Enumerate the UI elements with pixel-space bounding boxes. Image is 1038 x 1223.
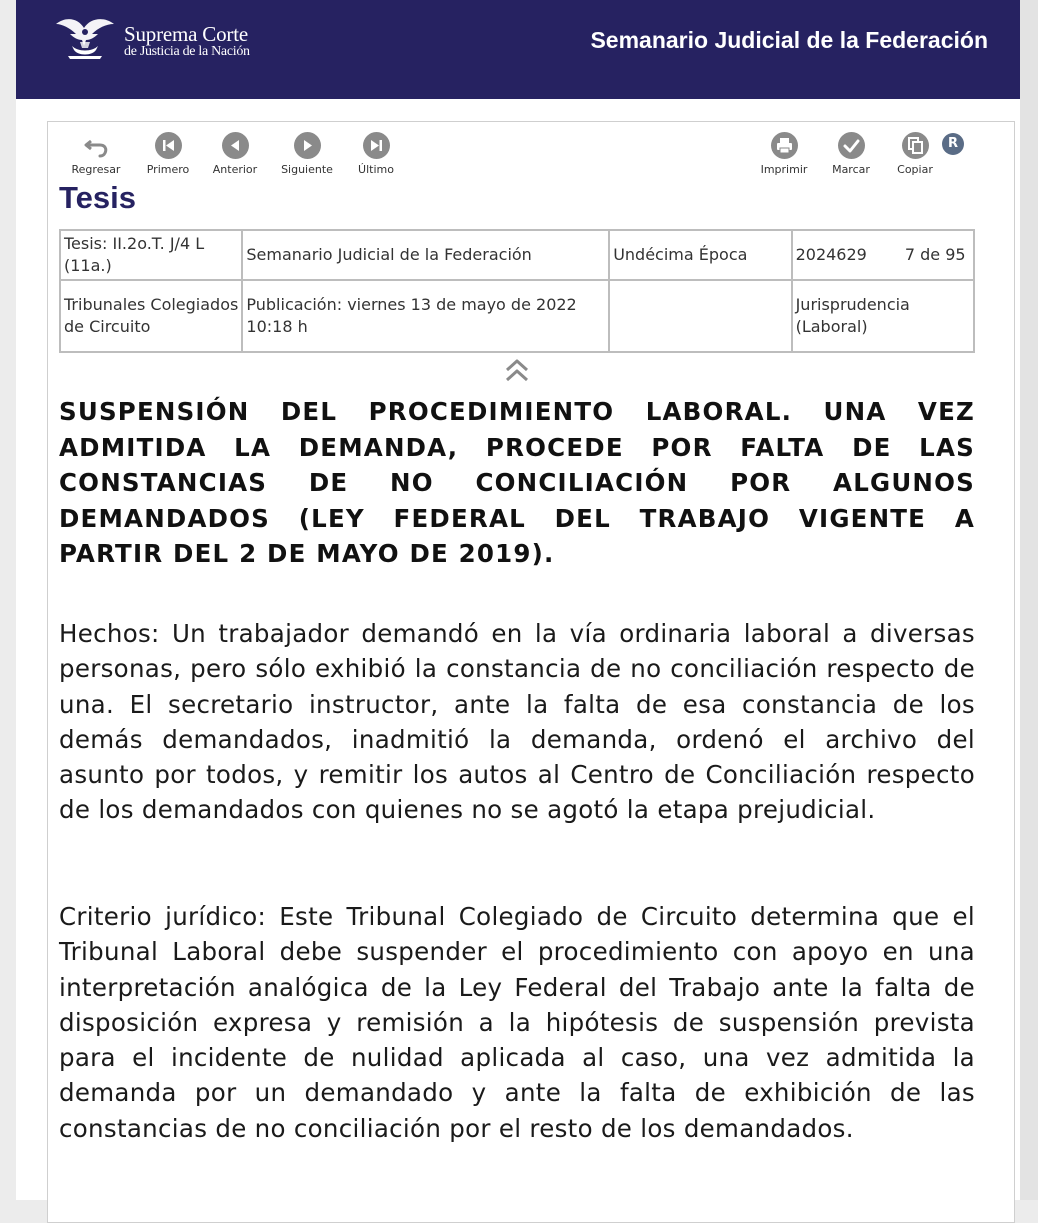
next-button[interactable] [267, 132, 347, 176]
tesis-number-cell: Tesis: II.2o.T. J/4 L (11a.) [60, 230, 242, 280]
previous-icon [222, 132, 249, 159]
tesis-metadata-table [59, 229, 975, 353]
publication-date-cell: Publicación: viernes 13 de mayo de 2022 10:18 h [242, 280, 609, 352]
criterio-paragraph: Criterio jurídico: Este Tribunal Colegiado de Circuito determina que el Tribunal Laboral debe suspender el procedimiento con apoyo en una interpretación analógica de la Ley Federal del Trabajo ante la falta de disposición expresa y remisión a la hipótesis de suspensión prevista para el incidente de nulidad aplicada al caso, una vez admitida la demanda por un demandado y ante la falta de exhibición de las constancias de no conciliación por el resto de los demandados. [59, 902, 975, 1143]
table-row [60, 280, 974, 352]
last-label: Último [358, 163, 394, 176]
print-label: Imprimir [760, 163, 808, 176]
section-heading: Tesis [59, 180, 136, 215]
table-row [60, 230, 974, 280]
site-header [16, 0, 1020, 99]
last-button[interactable] [336, 132, 416, 176]
copy-label: Copiar [897, 163, 933, 176]
mark-label: Marcar [832, 163, 870, 176]
page [16, 0, 1020, 1200]
tesis-panel [47, 121, 1015, 1223]
court-cell: Tribunales Colegiados de Circuito [60, 280, 242, 352]
publication-cell: Semanario Judicial de la Federación [242, 230, 609, 280]
collapse-up-icon[interactable] [503, 356, 531, 386]
back-button[interactable] [56, 132, 136, 176]
first-label: Primero [146, 163, 190, 176]
registry-icon[interactable]: R [942, 133, 964, 155]
undo-icon [83, 132, 110, 159]
logo-subtitle: de Justicia de la Nación [124, 44, 250, 59]
previous-button[interactable] [195, 132, 275, 176]
next-label: Siguiente [281, 163, 333, 176]
epoch-cell: Undécima Época [609, 230, 791, 280]
skip-first-icon [155, 132, 182, 159]
printer-icon [771, 132, 798, 159]
hechos-paragraph: Hechos: Un trabajador demandó en la vía ordinaria laboral a diversas personas, pero sólo exhibió la constancia de no conciliación respecto de una. El secretario instructor, ante la falta de esa constancia de los demás demandados, inadmitió la demanda, ordenó el archivo del asunto por todos, y remitir los autos al Centro de Conciliación respecto de los demandados con quienes no se agotó la etapa prejudicial. [59, 619, 975, 825]
registry-number: 2024629 [795, 245, 867, 264]
previous-label: Anterior [212, 163, 258, 176]
checkmark-icon [838, 132, 865, 159]
result-position: 7 de 95 [904, 245, 966, 264]
tesis-title: SUSPENSIÓN DEL PROCEDIMIENTO LABORAL. UNA VEZ ADMITIDA LA DEMANDA, PROCEDE POR FALTA DE LAS CONSTANCIAS DE NO CONCILIACIÓN POR ALGUNOS DEMANDADOS (LEY FEDERAL DEL TRABAJO VIGENTE A PARTIR DEL 2 DE MAYO DE 2019). [59, 397, 975, 568]
eagle-emblem-icon [52, 12, 118, 64]
registry-cell [792, 230, 974, 280]
back-label: Regresar [71, 163, 121, 176]
logo-title: Suprema Corte [124, 22, 248, 46]
scrollbar-track[interactable] [1020, 0, 1038, 1200]
scjn-logo[interactable] [52, 12, 262, 64]
site-title: Semanario Judicial de la Federación [590, 27, 988, 53]
copy-icon [902, 132, 929, 159]
next-icon [294, 132, 321, 159]
skip-last-icon [363, 132, 390, 159]
empty-cell [609, 280, 791, 352]
tesis-type-cell: Jurisprudencia (Laboral) [792, 280, 974, 352]
